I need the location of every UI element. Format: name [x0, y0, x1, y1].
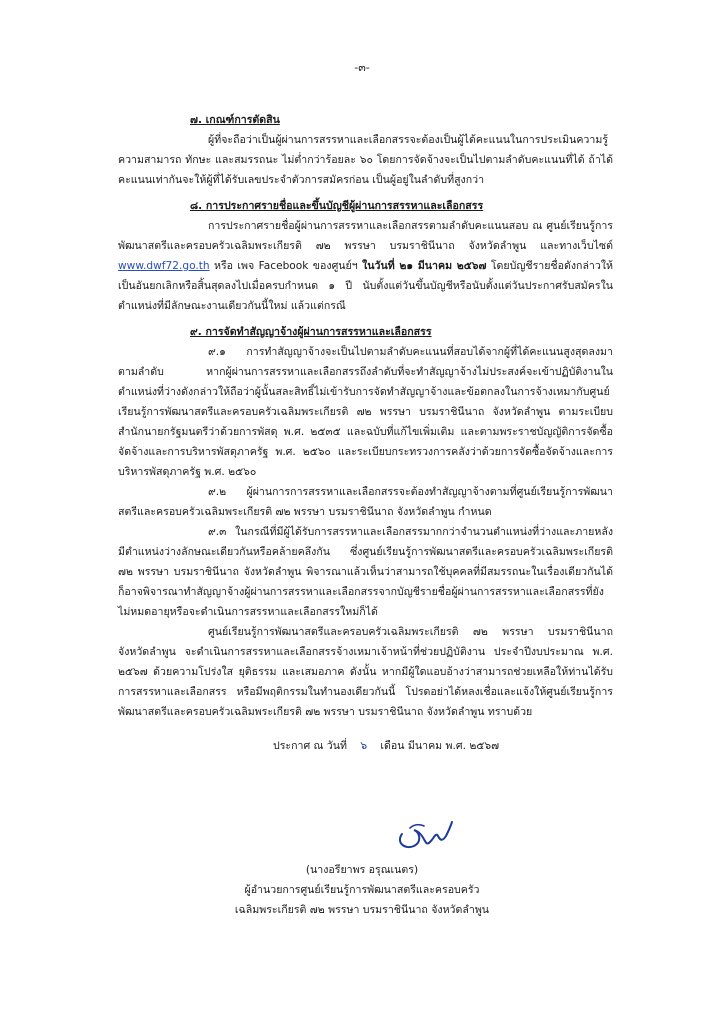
announcement-date: [118, 736, 613, 756]
signatory-block: [0, 860, 724, 920]
announce-month: มีนาคม: [407, 740, 443, 752]
section-9-2-paragraph: ๙.๒ ผู้ผ่านการการสรรหาและเลือกสรรจะต้องทำสัญญาจ้างตามที่ศูนย์เรียนรู้การพัฒนาสตรีและครอบครัวเฉลิมพระเกียรติ ๗๒ พรรษา บรมราชินีนาถ จังหวัดลำพูน กำหนด: [118, 486, 613, 518]
announce-day: ๖: [360, 740, 368, 752]
closing-paragraph: ศูนย์เรียนรู้การพัฒนาสตรีและครอบครัวเฉลิมพระเกียรติ ๗๒ พรรษา บรมราชินีนาถ จังหวัดลำพูน จะดำเนินการสรรหาและเลือกสรรจ้างเหมาเจ้าหน้าที่ช่วยปฏิบัติงาน ประจำปีงบประมาณ พ.ศ. ๒๕๖๗ ด้วยความโปร่งใส ยุติธรรม และเสมอภาค ดังนั้น หากมีผู้ใดแอบอ้างว่าสามารถช่วยเหลือให้ท่านได้รับการสรรหาและเลือกสรร หรือมีพฤติกรรมในทำนองเดียวกันนี้ โปรดอย่าได้หลงเชื่อและแจ้งให้ศูนย์เรียนรู้การพัฒนาสตรีและครอบครัวเฉลิมพระเกียรติ ๗๒ พรรษา บรมราชินีนาถ จังหวัดลำพูน ทราบด้วย: [118, 626, 613, 718]
section-8-paragraph: [118, 216, 613, 316]
signature-image: [390, 812, 460, 856]
section-8-text-part2: หรือ เพจ Facebook ของศูนย์ฯ: [209, 260, 363, 272]
signatory-position-2: เฉลิมพระเกียรติ ๗๒ พรรษา บรมราชินีนาถ จังหวัดลำพูน: [234, 904, 490, 916]
section-9-3-paragraph: ๙.๓ ในกรณีที่มีผู้ได้รับการสรรหาและเลือกสรรมากกว่าจำนวนตำแหน่งที่ว่างและภายหลังมีตำแหน่งว่างลักษณะเดียวกันหรือคล้ายคลึงกัน ซึ่งศูนย์เรียนรู้การพัฒนาสตรีและครอบครัวเฉลิมพระเกียรติ ๗๒ พรรษา บรมราชินีนาถ จังหวัดลำพูน พิจารณาแล้วเห็นว่าสามารถใช้บุคคลที่มีสมรรถนะในเรื่องเดียวกันได้ ก็อาจพิจารณาทำสัญญาจ้างผู้ผ่านการสรรหาและเลือกสรรจากบัญชีรายชื่อผู้ผ่านการสรรหาและเลือกสรรที่ยังไม่หมดอายุหรือจะดำเนินการสรรหาและเลือกสรรใหม่ก็ได้: [118, 526, 613, 618]
section-8-text-part1: การประกาศรายชื่อผู้ผ่านการสรรหาและเลือกสรรตามลำดับคะแนนสอบ ณ ศูนย์เรียนรู้การพัฒนาสตรีและครอบครัวเฉลิมพระเกียรติ ๗๒ พรรษา บรมราชินีนาถ จังหวัดลำพูน และทางเว็บไซต์: [118, 220, 613, 252]
document-body: [118, 110, 613, 756]
section-9-heading: ๙. การจัดทำสัญญาจ้างผู้ผ่านการสรรหาและเลือกสรร: [190, 326, 432, 338]
signatory-name: (นางอรียาพร อรุณเนตร): [305, 864, 419, 876]
section-7-heading: ๗. เกณฑ์การตัดสิน: [190, 114, 280, 126]
announcement-date-bold: ในวันที่ ๒๑ มีนาคม ๒๕๖๗: [362, 260, 487, 272]
announce-month-label: เดือน: [380, 740, 405, 752]
page-number: -๓-: [354, 61, 370, 74]
section-8-heading: ๘. การประกาศรายชื่อและขึ้นบัญชีผู้ผ่านการสรรหาและเลือกสรร: [190, 200, 484, 212]
website-link[interactable]: www.dwf72.go.th: [118, 260, 210, 272]
announce-year: พ.ศ. ๒๕๖๗: [445, 740, 500, 752]
section-9-1-paragraph: ๙.๑ การทำสัญญาจ้างจะเป็นไปตามลำดับคะแนนที่สอบได้จากผู้ที่ได้คะแนนสูงสุดลงมาตามลำดับ หากผู้ผ่านการสรรหาและเลือกสรรถึงลำดับที่จะทำสัญญาจ้างไม่ประสงค์จะเข้าปฏิบัติงานในตำแหน่งที่ว่างดังกล่าวให้ถือว่าผู้นั้นสละสิทธิ์ไม่เข้ารับการจัดทำสัญญาจ้างและข้อตกลงในการจ้างเหมากับศูนย์เรียนรู้การพัฒนาสตรีและครอบครัวเฉลิมพระเกียรติ ๗๒ พรรษา บรมราชินีนาถ จังหวัดลำพูน ตามระเบียบสำนักนายกรัฐมนตรีว่าด้วยการพัสดุ พ.ศ. ๒๕๓๕ และฉบับที่แก้ไขเพิ่มเติม และตามพระราชบัญญัติการจัดซื้อจัดจ้างและการบริหารพัสดุภาครัฐ พ.ศ. ๒๕๖๐ และระเบียบกระทรวงการคลังว่าด้วยการจัดซื้อจัดจ้างและการบริหารพัสดุภาครัฐ พ.ศ. ๒๕๖๐: [118, 346, 613, 478]
section-7-paragraph: ผู้ที่จะถือว่าเป็นผู้ผ่านการสรรหาและเลือกสรรจะต้องเป็นผู้ได้คะแนนในการประเมินความรู้ความสามารถ ทักษะ และสมรรถนะ ไม่ต่ำกว่าร้อยละ ๖๐ โดยการจัดจ้างจะเป็นไปตามลำดับคะแนนที่ได้ ถ้าได้คะแนนเท่ากันจะให้ผู้ที่ได้รับเลขประจำตัวการสมัครก่อน เป็นผู้อยู่ในลำดับที่สูงกว่า: [118, 134, 613, 186]
section-8-text-part3: โดยบัญชีรายชื่อดังกล่าวให้เป็นอันยกเลิกหรือสิ้นสุดลงไปเมื่อครบกำหนด ๑ ปี นับตั้งแต่วันขึ้นบัญชีหรือนับตั้งแต่วันประกาศรับสมัครในตำแหน่งที่มีลักษณะงานเดียวกันนี้ใหม่ แล้วแต่กรณี: [118, 260, 613, 312]
announce-prefix: ประกาศ ณ วันที่: [273, 740, 347, 752]
signatory-position-1: ผู้อำนวยการศูนย์เรียนรู้การพัฒนาสตรีและครอบครัว: [244, 884, 480, 896]
